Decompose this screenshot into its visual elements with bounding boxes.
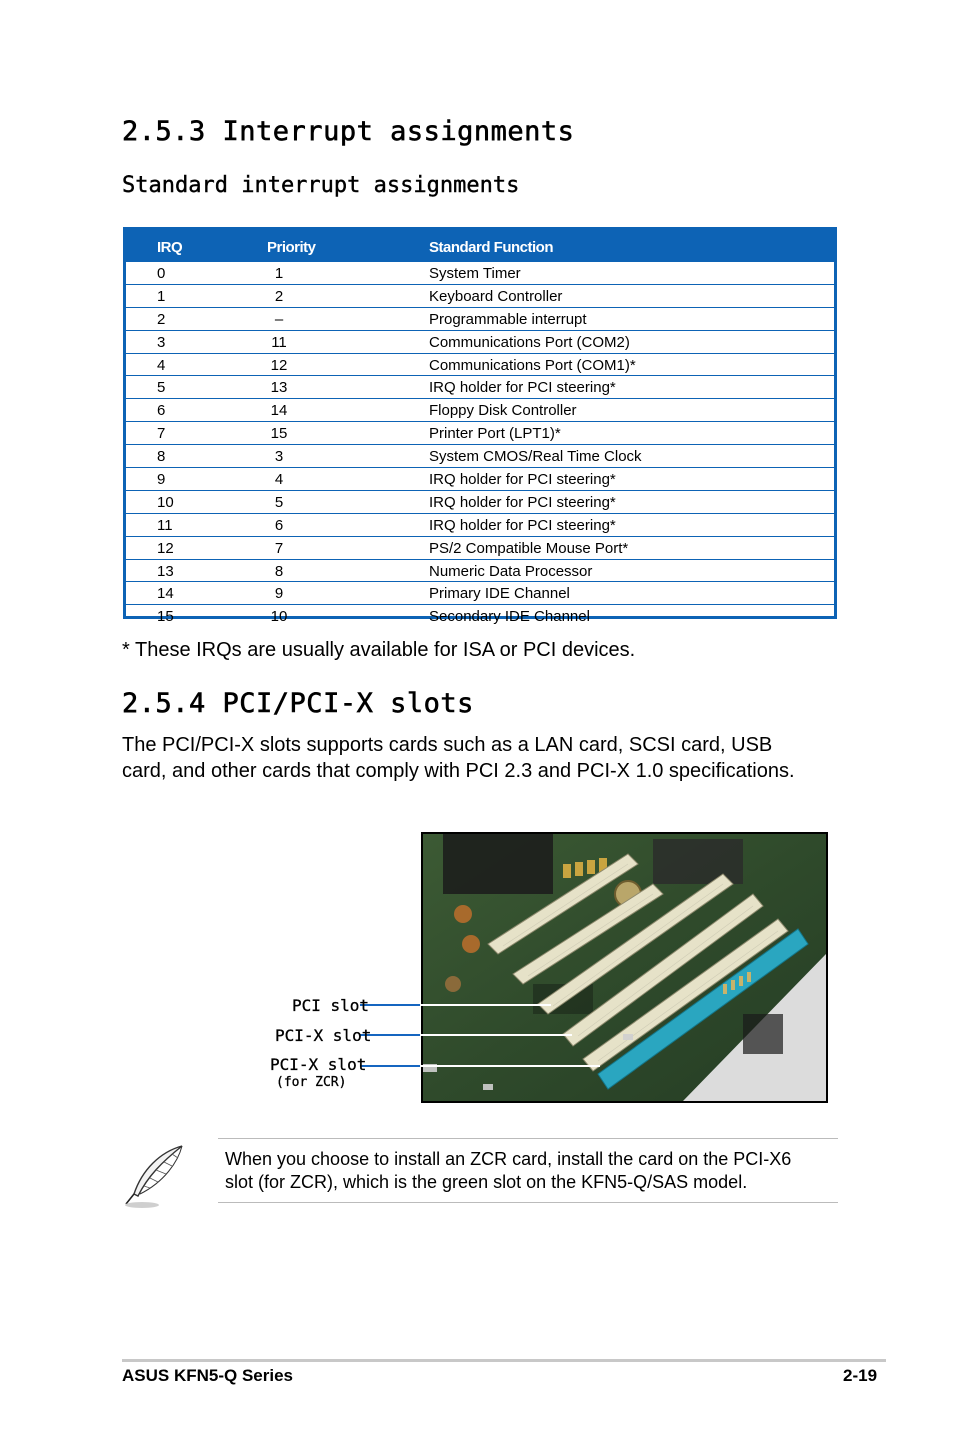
callout-label-for-zcr: (for ZCR): [276, 1075, 347, 1090]
cell-function: System CMOS/Real Time Clock: [429, 448, 642, 466]
cell-priority: 3: [274, 448, 284, 466]
cell-priority: 2: [274, 287, 284, 305]
cell-function: Communications Port (COM1)*: [429, 356, 636, 374]
cell-priority: 13: [270, 379, 288, 397]
header-standard-function: Standard Function: [429, 239, 553, 256]
cell-function: Floppy Disk Controller: [429, 402, 577, 420]
callout-label-pcix-slot: PCI-X slot: [275, 1026, 372, 1045]
cell-priority: 4: [274, 471, 284, 489]
cell-priority: 5: [274, 493, 284, 511]
cell-function: IRQ holder for PCI steering*: [429, 471, 616, 489]
cell-irq: 4: [157, 356, 166, 374]
cell-function: Numeric Data Processor: [429, 562, 593, 580]
note-text: [225, 1148, 830, 1194]
cell-irq: 9: [157, 471, 166, 489]
pci-desc-line-1: The PCI/PCI-X slots supports cards such as a LAN card, SCSI card, USB: [122, 734, 773, 756]
cell-function: PS/2 Compatible Mouse Port*: [429, 539, 629, 557]
cell-irq: 6: [157, 402, 166, 420]
cell-priority: 7: [274, 539, 284, 557]
cell-function: Printer Port (LPT1)*: [429, 425, 561, 443]
cell-irq: 15: [157, 608, 174, 626]
cell-function: Primary IDE Channel: [429, 585, 570, 603]
cell-irq: 14: [157, 585, 174, 603]
cell-irq: 7: [157, 425, 166, 443]
cell-irq: 13: [157, 562, 174, 580]
cell-irq: 11: [157, 516, 173, 534]
section-title-pci-slots: 2.5.4 PCI/PCI-X slots: [122, 688, 474, 719]
cell-function: Programmable interrupt: [429, 310, 587, 328]
cell-irq: 10: [157, 493, 174, 511]
feather-quill-icon: [120, 1142, 192, 1212]
cell-priority: 12: [270, 356, 288, 374]
footer-divider: [122, 1359, 886, 1362]
cell-irq: 3: [157, 333, 166, 351]
callout-label-pcix-zcr-slot: PCI-X slot: [270, 1055, 367, 1074]
footer-page-number: 2-19: [843, 1366, 878, 1385]
cell-irq: 12: [157, 539, 174, 557]
cell-function: IRQ holder for PCI steering*: [429, 493, 616, 511]
cell-priority: 8: [274, 562, 284, 580]
cell-function: IRQ holder for PCI steering*: [429, 516, 616, 534]
section-title-interrupt-assignments: 2.5.3 Interrupt assignments: [122, 116, 575, 147]
cell-irq: 5: [157, 379, 166, 397]
cell-irq: 2: [157, 310, 166, 328]
cell-function: Secondary IDE Channel: [429, 608, 590, 626]
pci-desc-line-2: card, and other cards that comply with PCI 2.3 and PCI-X 1.0 specifications.: [122, 760, 795, 782]
cell-priority: 1: [274, 265, 284, 282]
note-line-1: When you choose to install an ZCR card, install the card on the PCI-X6: [225, 1149, 792, 1169]
cell-irq: 8: [157, 448, 166, 466]
callout-label-pci-slot: PCI slot: [292, 996, 370, 1015]
irq-footnote: * These IRQs are usually available for ISA or PCI devices.: [122, 639, 636, 661]
cell-priority: 9: [274, 585, 284, 603]
cell-priority: 6: [274, 516, 284, 534]
cell-function: Communications Port (COM2): [429, 333, 630, 351]
header-priority: Priority: [267, 239, 316, 256]
cell-irq: 1: [157, 287, 166, 305]
subsection-title-standard-interrupt: Standard interrupt assignments: [122, 173, 520, 198]
cell-irq: 0: [157, 265, 166, 282]
note-line-2: slot (for ZCR), which is the green slot on the KFN5-Q/SAS model.: [225, 1172, 748, 1192]
cell-priority: 15: [270, 425, 288, 443]
cell-priority: –: [274, 310, 284, 328]
cell-function: System Timer: [429, 265, 521, 282]
note-box: [218, 1138, 838, 1203]
cell-function: IRQ holder for PCI steering*: [429, 379, 616, 397]
header-irq: IRQ: [157, 239, 183, 256]
cell-function: Keyboard Controller: [429, 287, 563, 305]
cell-priority: 11: [271, 333, 287, 351]
footer-product-name: ASUS KFN5-Q Series: [122, 1366, 293, 1385]
cell-priority: 14: [270, 402, 288, 420]
cell-priority: 10: [270, 608, 288, 626]
